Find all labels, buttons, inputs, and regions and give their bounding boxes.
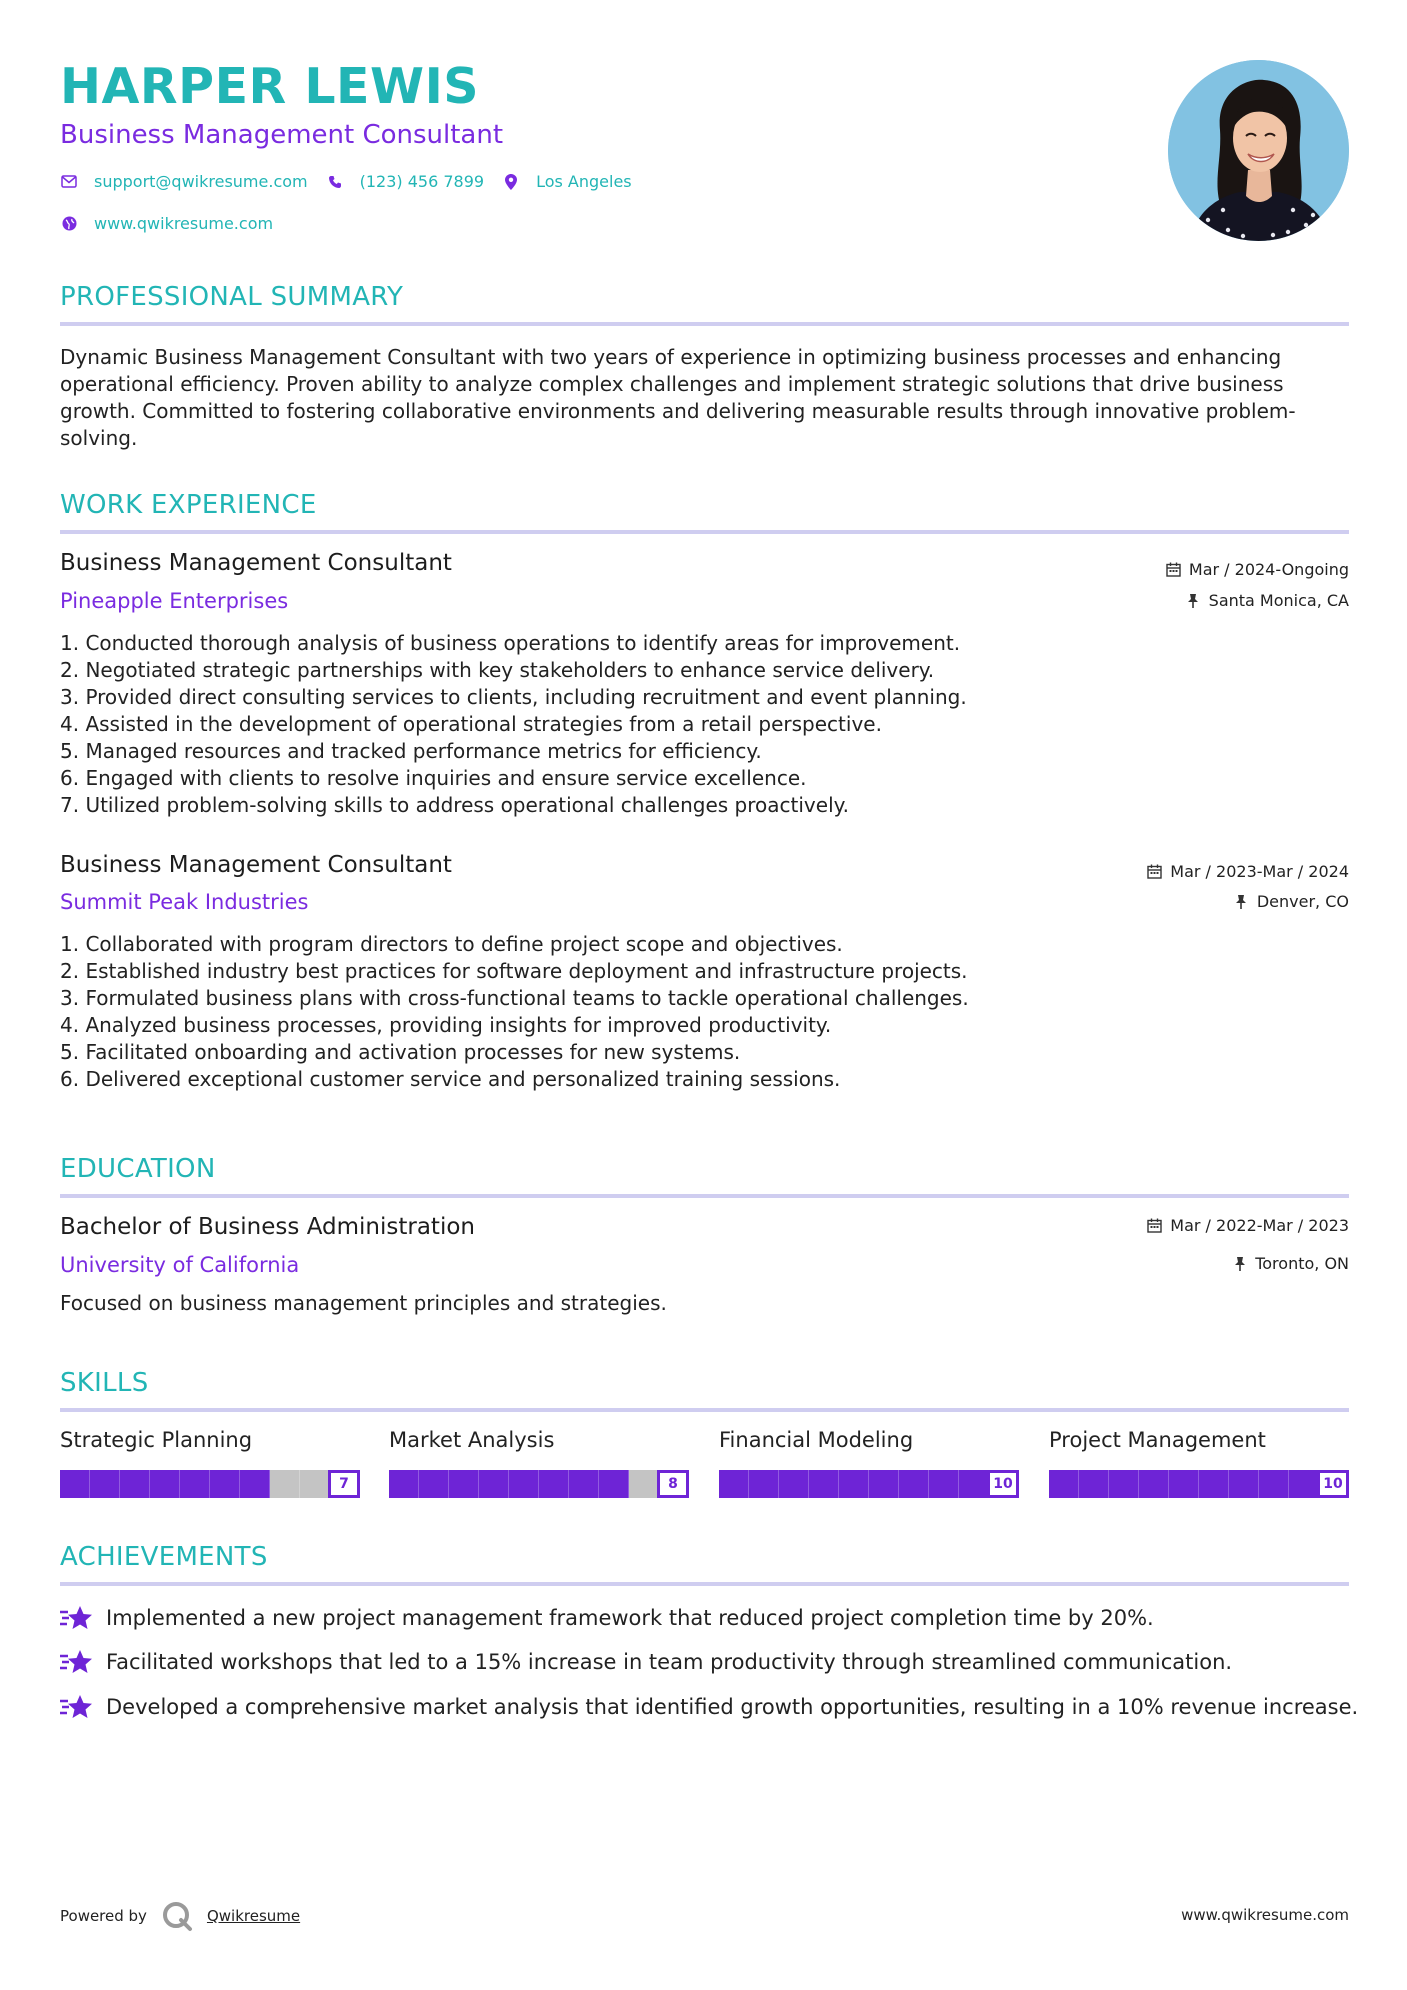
skill-project-management	[1049, 1428, 1349, 1498]
calendar-icon	[1147, 1218, 1162, 1233]
job-bullets	[60, 931, 1260, 1093]
school-name: University of California	[60, 1253, 300, 1277]
education-heading: EDUCATION	[60, 1154, 216, 1184]
list-item: 7. Utilized problem-solving skills to address operational challenges proactively.	[60, 793, 849, 817]
skill-name: Market Analysis	[389, 1428, 555, 1452]
website-link[interactable]: www.qwikresume.com	[94, 214, 274, 233]
skill-bar-segment	[300, 1470, 330, 1498]
education-location	[1232, 1254, 1349, 1273]
skill-bar-segment	[1139, 1470, 1169, 1498]
summary-text: Dynamic Business Management Consultant with two years of experience in optimizing business processes and enhancing operational efficiency. Proven ability to analyze complex challenges and implement strategic solutions that drive business growth. Committed to fostering collaborative environments and delivering measurable results through innovative problem-solving.	[60, 345, 1296, 450]
job-dates-text: Mar / 2024-Ongoing	[1188, 560, 1349, 579]
achievement-text: Implemented a new project management framework that reduced project completion time by 20%.	[106, 1606, 1154, 1630]
degree-title: Bachelor of Business Administration	[60, 1214, 475, 1240]
section-divider	[60, 1194, 1349, 1198]
job-dates-text: Mar / 2023-Mar / 2024	[1170, 862, 1349, 881]
skill-level-badge: 10	[1317, 1470, 1349, 1498]
skill-bar-segment	[120, 1470, 150, 1498]
skill-name: Strategic Planning	[60, 1428, 253, 1452]
skill-strategic-planning	[60, 1428, 360, 1498]
list-item: 4. Assisted in the development of operational strategies from a retail perspective.	[60, 712, 882, 736]
list-item: 5. Facilitated onboarding and activation processes for new systems.	[60, 1040, 741, 1064]
skill-bar-segment	[1259, 1470, 1289, 1498]
skill-bar	[1049, 1470, 1349, 1498]
qwikresume-logo-icon	[161, 1900, 193, 1932]
phone-icon	[326, 173, 344, 191]
list-item: 4. Analyzed business processes, providing insights for improved productivity.	[60, 1013, 832, 1037]
list-item: 3. Formulated business plans with cross-functional teams to tackle operational challenges.	[60, 986, 969, 1010]
skill-bar-segment	[899, 1470, 929, 1498]
pushpin-icon	[1186, 593, 1201, 608]
section-divider	[60, 1408, 1349, 1412]
contact-row	[60, 172, 650, 191]
skill-bar-segment	[809, 1470, 839, 1498]
skill-bar-segment	[629, 1470, 659, 1498]
skill-bar-segment	[419, 1470, 449, 1498]
skill-bar-segment	[569, 1470, 599, 1498]
mail-icon	[60, 173, 78, 191]
job-title: Business Management Consultant	[60, 550, 452, 576]
job-location-text: Denver, CO	[1256, 892, 1349, 911]
skill-bar-segment	[749, 1470, 779, 1498]
list-item: 6. Engaged with clients to resolve inquiries and ensure service excellence.	[60, 766, 807, 790]
pushpin-icon	[1234, 894, 1249, 909]
skill-bar-segment	[1049, 1470, 1079, 1498]
skill-bar-segment	[1169, 1470, 1199, 1498]
skill-bar-segment	[929, 1470, 959, 1498]
section-divider	[60, 322, 1349, 326]
skill-bar-segment	[1289, 1470, 1319, 1498]
achievement-item	[60, 1693, 1358, 1721]
powered-by-label: Powered by	[60, 1907, 147, 1925]
education-location-text: Toronto, ON	[1255, 1254, 1349, 1273]
section-divider	[60, 530, 1349, 534]
experience-heading: WORK EXPERIENCE	[60, 490, 317, 520]
achievement-item	[60, 1604, 1154, 1632]
star-icon	[60, 1648, 92, 1676]
footer-branding	[60, 1900, 300, 1932]
skill-bar-segment	[180, 1470, 210, 1498]
qwikresume-link[interactable]: Qwikresume	[206, 1907, 301, 1925]
achievement-text: Facilitated workshops that led to a 15% increase in team productivity through streamlined communication.	[106, 1650, 1233, 1674]
skill-bar-segment	[389, 1470, 419, 1498]
section-divider	[60, 1582, 1349, 1586]
skill-bar-segment	[599, 1470, 629, 1498]
summary-heading: PROFESSIONAL SUMMARY	[60, 282, 404, 312]
globe-icon	[60, 215, 78, 233]
list-item: 2. Established industry best practices for software deployment and infrastructure projects.	[60, 959, 968, 983]
skill-bar-segment	[539, 1470, 569, 1498]
skill-name: Project Management	[1049, 1428, 1266, 1452]
skill-bar	[389, 1470, 689, 1498]
list-item: 3. Provided direct consulting services to clients, including recruitment and event planning.	[60, 685, 967, 709]
job-location	[1234, 892, 1349, 911]
list-item: 1. Collaborated with program directors to define project scope and objectives.	[60, 932, 843, 956]
profile-photo	[1168, 60, 1349, 241]
skill-bar-segment	[1199, 1470, 1229, 1498]
skill-bar-segment	[1109, 1470, 1139, 1498]
skill-bar-segment	[90, 1470, 120, 1498]
list-item: 1. Conducted thorough analysis of business operations to identify areas for improvement.	[60, 631, 961, 655]
skill-bar-segment	[1079, 1470, 1109, 1498]
skill-bar-segment	[1229, 1470, 1259, 1498]
skill-level-badge: 10	[987, 1470, 1019, 1498]
skill-bar-segment	[719, 1470, 749, 1498]
achievement-item	[60, 1648, 1232, 1676]
skill-level-badge: 8	[657, 1470, 689, 1498]
skill-bar-segment	[240, 1470, 270, 1498]
achievement-text: Developed a comprehensive market analysis that identified growth opportunities, resulting in a 10% revenue increase.	[106, 1695, 1359, 1719]
skill-bar-segment	[210, 1470, 240, 1498]
star-icon	[60, 1604, 92, 1632]
achievements-heading: ACHIEVEMENTS	[60, 1542, 268, 1572]
skill-bar-segment	[60, 1470, 90, 1498]
job-dates	[1166, 560, 1349, 579]
job-dates	[1147, 862, 1349, 881]
location-pin-icon	[502, 173, 520, 191]
job-title: Business Management Consultant	[60, 852, 452, 878]
calendar-icon	[1147, 864, 1162, 879]
list-item: 6. Delivered exceptional customer service and personalized training sessions.	[60, 1067, 841, 1091]
skill-bar	[719, 1470, 1019, 1498]
list-item: 2. Negotiated strategic partnerships with key stakeholders to enhance service delivery.	[60, 658, 935, 682]
location-text: Los Angeles	[536, 172, 632, 191]
skill-name: Financial Modeling	[719, 1428, 914, 1452]
skill-level-badge: 7	[328, 1470, 360, 1498]
star-icon	[60, 1693, 92, 1721]
pushpin-icon	[1232, 1256, 1247, 1271]
skill-bar-segment	[509, 1470, 539, 1498]
job-location	[1186, 591, 1349, 610]
website-row	[60, 214, 291, 233]
skill-market-analysis	[389, 1428, 689, 1498]
education-dates-text: Mar / 2022-Mar / 2023	[1170, 1216, 1349, 1235]
skill-bar-segment	[270, 1470, 300, 1498]
skill-financial-modeling	[719, 1428, 1019, 1498]
skill-bar-segment	[869, 1470, 899, 1498]
list-item: 5. Managed resources and tracked performance metrics for efficiency.	[60, 739, 762, 763]
calendar-icon	[1166, 562, 1181, 577]
skill-bar-segment	[479, 1470, 509, 1498]
candidate-name: HARPER LEWIS	[60, 58, 480, 115]
skill-bar-segment	[959, 1470, 989, 1498]
skill-bar-segment	[150, 1470, 180, 1498]
education-description: Focused on business management principles and strategies.	[60, 1291, 667, 1315]
job-bullets	[60, 630, 1260, 819]
company-name: Summit Peak Industries	[60, 890, 309, 914]
education-dates	[1147, 1216, 1349, 1235]
phone-number[interactable]: (123) 456 7899	[359, 172, 485, 191]
email-link[interactable]: support@qwikresume.com	[94, 172, 308, 191]
skill-bar	[60, 1470, 360, 1498]
company-name: Pineapple Enterprises	[60, 589, 289, 613]
candidate-title: Business Management Consultant	[60, 120, 504, 150]
skill-bar-segment	[839, 1470, 869, 1498]
skills-heading: SKILLS	[60, 1368, 149, 1398]
skill-bar-segment	[449, 1470, 479, 1498]
skill-bar-segment	[779, 1470, 809, 1498]
footer-url[interactable]: www.qwikresume.com	[1181, 1906, 1349, 1924]
job-location-text: Santa Monica, CA	[1208, 591, 1349, 610]
